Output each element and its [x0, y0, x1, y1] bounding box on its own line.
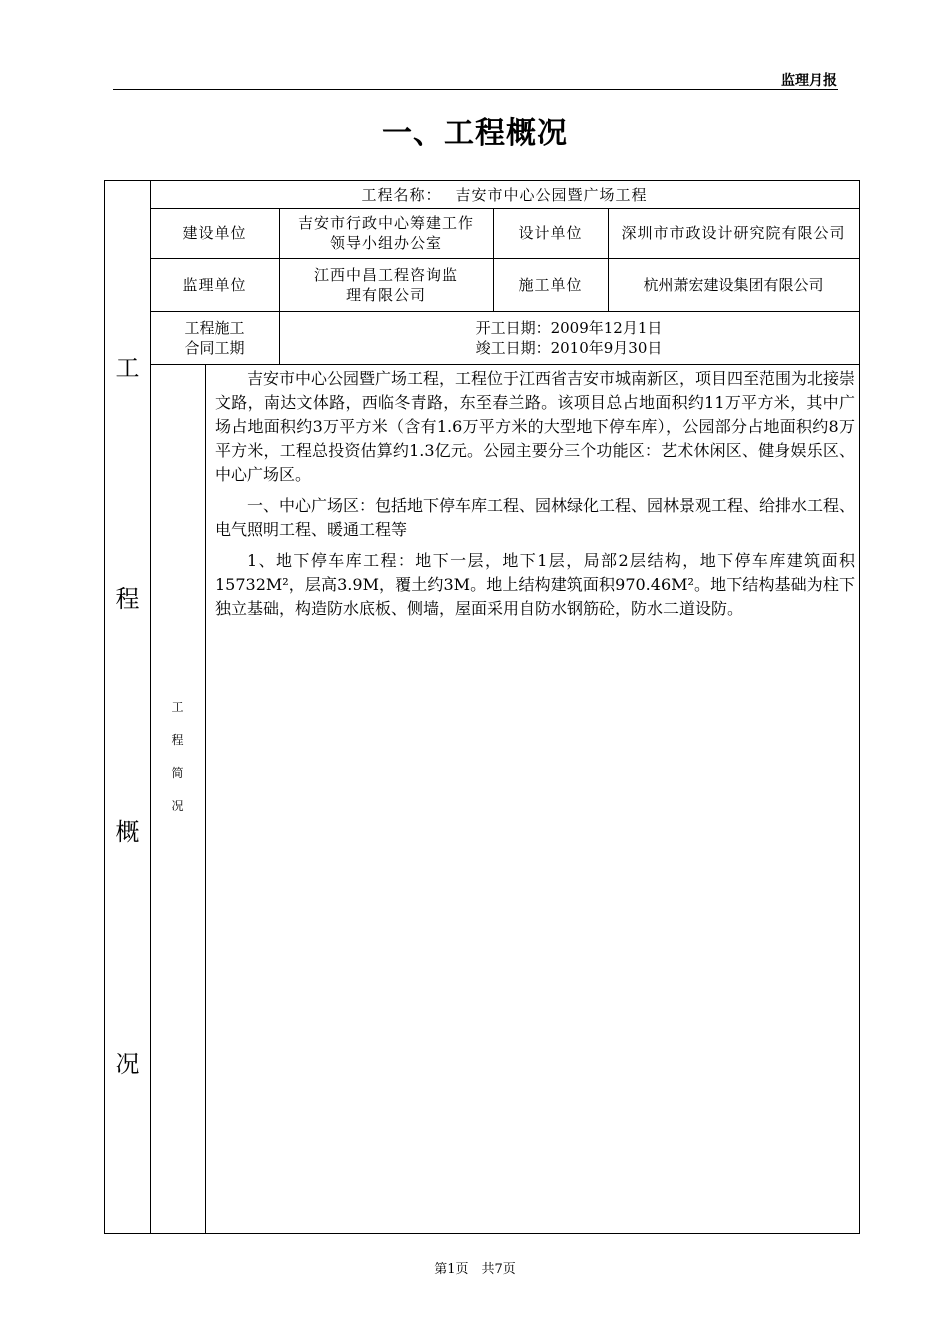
overview-table — [104, 180, 860, 1234]
contract-period-label-line1: 工程施工 — [184, 318, 245, 337]
project-name-row — [150, 181, 859, 208]
contract-period-label — [150, 311, 279, 364]
contract-period-label-line2: 合同工期 — [184, 338, 245, 357]
brief-label-char: 程 — [171, 733, 184, 747]
contractor-label: 施工单位 — [518, 275, 583, 294]
brief-label-char: 况 — [171, 799, 184, 813]
description-paragraph: 吉安市中心公园暨广场工程，工程位于江西省吉安市城南新区，项目四至范围为北接崇文路，南达文体路，西临冬青路，东至春兰路。该项目总占地面积约11万平方米，其中广场占地面积约3万平方米（含有1.6万平方米的大型地下停车库），公园部分占地面积约8万平方米，工程总投资估算约1.3亿元。公园主要分三个功能区：艺术休闲区、健身娱乐区、中心广场区。 — [215, 369, 856, 484]
owner-value: 吉安市行政中心筹建工作领导小组办公室 — [297, 214, 474, 252]
supervisor-label: 监理单位 — [182, 275, 247, 294]
row-divider-4 — [150, 364, 859, 365]
project-description — [215, 367, 855, 628]
owner-label: 建设单位 — [182, 224, 247, 242]
page-title: 一、工程概况 — [382, 116, 568, 151]
header-rule — [113, 89, 838, 90]
description-paragraph: 1、地下停车库工程：地下一层，地下1层，局部2层结构，地下停车库建筑面积15732M²，层高3.9M，覆土约3M。地上结构建筑面积970.46M²。地下结构基础为柱下独立基础，构造防水底板、侧墙，屋面采用自防水钢筋砼，防水二道设防。 — [215, 551, 855, 618]
contractor-value: 杭州萧宏建设集团有限公司 — [643, 275, 824, 294]
project-name-value: 吉安市中心公园暨广场工程 — [455, 185, 648, 204]
side-label-char: 工 — [115, 354, 140, 382]
page-number: 第1页 共7页 — [434, 1262, 516, 1277]
project-name-label: 工程名称： — [361, 185, 442, 204]
designer-label: 设计单位 — [518, 224, 583, 242]
side-label-char: 概 — [115, 818, 140, 846]
supervisor-value: 江西中昌工程咨询监理有限公司 — [313, 265, 458, 304]
brief-label-char: 简 — [171, 766, 184, 780]
description-paragraph: 一、中心广场区：包括地下停车库工程、园林绿化工程、园林景观工程、给排水工程、电气照明工程、暖通工程等 — [215, 496, 856, 539]
brief-column-divider — [205, 364, 206, 1233]
contract-period-dates — [279, 311, 859, 364]
brief-label-char: 工 — [171, 700, 184, 714]
side-label-char: 程 — [115, 585, 140, 613]
end-date: 竣工日期：2010年9月30日 — [475, 338, 663, 357]
report-type-label: 监理月报 — [781, 73, 837, 89]
start-date: 开工日期：2009年12月1日 — [475, 318, 663, 337]
designer-value: 深圳市市政设计研究院有限公司 — [621, 224, 846, 242]
side-label-char: 况 — [115, 1050, 140, 1078]
